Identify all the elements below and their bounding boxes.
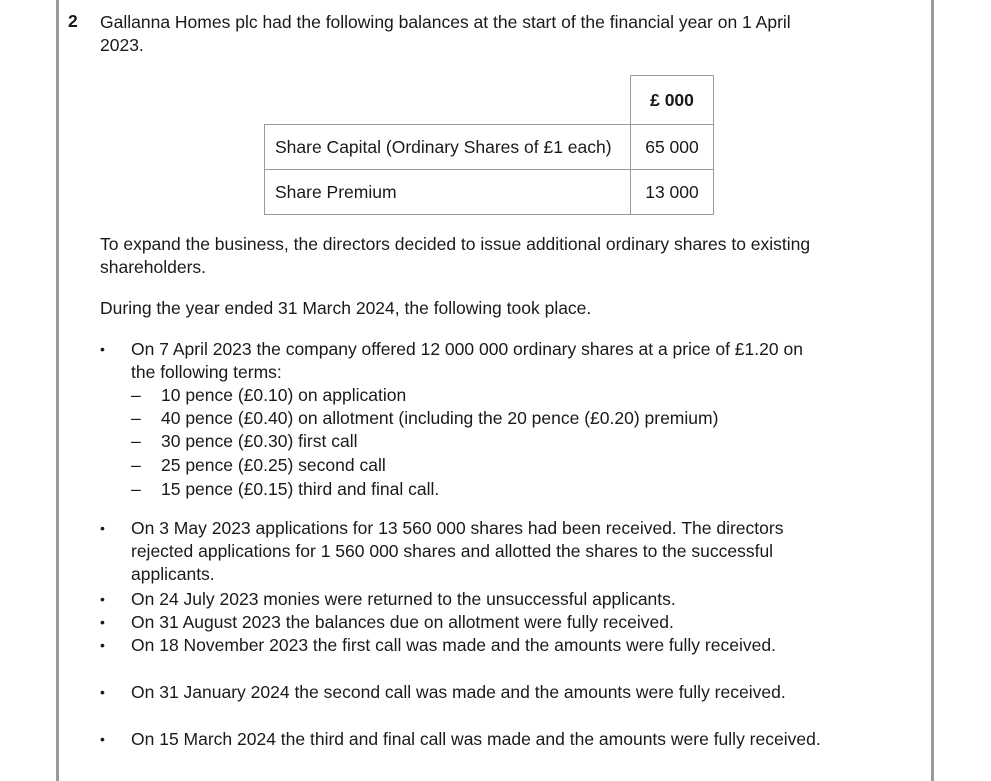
table-row-label: Share Capital (Ordinary Shares of £1 each) <box>265 125 631 170</box>
table-header-blank <box>265 76 631 125</box>
bullet-text: On 3 May 2023 applications for 13 560 000 shares had been received. The directors rejected applications for 1 560 000 shares and allotted the shares to the successful applicants. <box>131 518 784 584</box>
page-border-left <box>56 0 59 781</box>
bullet-text: On 31 August 2023 the balances due on allotment were fully received. <box>131 612 674 632</box>
bullet-icon: • <box>100 614 105 630</box>
bullet-icon: • <box>100 591 105 607</box>
term-text: 15 pence (£0.15) third and final call. <box>161 479 440 499</box>
bullet-icon: • <box>100 684 105 700</box>
term-text: 25 pence (£0.25) second call <box>161 455 386 475</box>
term-text: 40 pence (£0.40) on allotment (including the 20 pence (£0.20) premium) <box>161 408 719 428</box>
bullet-text: On 24 July 2023 monies were returned to the unsuccessful applicants. <box>131 589 676 609</box>
term-text: 10 pence (£0.10) on application <box>161 385 407 405</box>
table-row <box>265 125 714 170</box>
bullet-text: On 7 April 2023 the company offered 12 000 000 ordinary shares at a price of £1.20 on the following terms: <box>131 339 803 382</box>
bullet-icon: • <box>100 520 105 536</box>
table-row-label: Share Premium <box>265 170 631 215</box>
bullet-text: On 18 November 2023 the first call was made and the amounts were fully received. <box>131 635 776 655</box>
page-border-right <box>931 0 934 781</box>
dash-icon: – <box>131 385 141 405</box>
bullet-icon: • <box>100 341 105 357</box>
bullet-icon: • <box>100 731 105 747</box>
table-header-currency: £ 000 <box>631 76 714 125</box>
table-header-row <box>265 76 714 125</box>
dash-icon: – <box>131 455 141 475</box>
table-row-value: 65 000 <box>631 125 714 170</box>
table-row <box>265 170 714 215</box>
question-intro: Gallanna Homes plc had the following balances at the start of the financial year on 1 April 2023. <box>100 12 791 55</box>
paragraph-during: During the year ended 31 March 2024, the following took place. <box>100 298 592 318</box>
question-number: 2 <box>68 11 78 31</box>
table-row-value: 13 000 <box>631 170 714 215</box>
balances-table <box>264 75 714 215</box>
bullet-icon: • <box>100 637 105 653</box>
term-text: 30 pence (£0.30) first call <box>161 431 358 451</box>
dash-icon: – <box>131 479 141 499</box>
dash-icon: – <box>131 431 141 451</box>
bullet-text: On 15 March 2024 the third and final call was made and the amounts were fully received. <box>131 729 821 749</box>
bullet-text: On 31 January 2024 the second call was made and the amounts were fully received. <box>131 682 786 702</box>
paragraph-expand: To expand the business, the directors decided to issue additional ordinary shares to existing shareholders. <box>100 234 811 277</box>
dash-icon: – <box>131 408 141 428</box>
